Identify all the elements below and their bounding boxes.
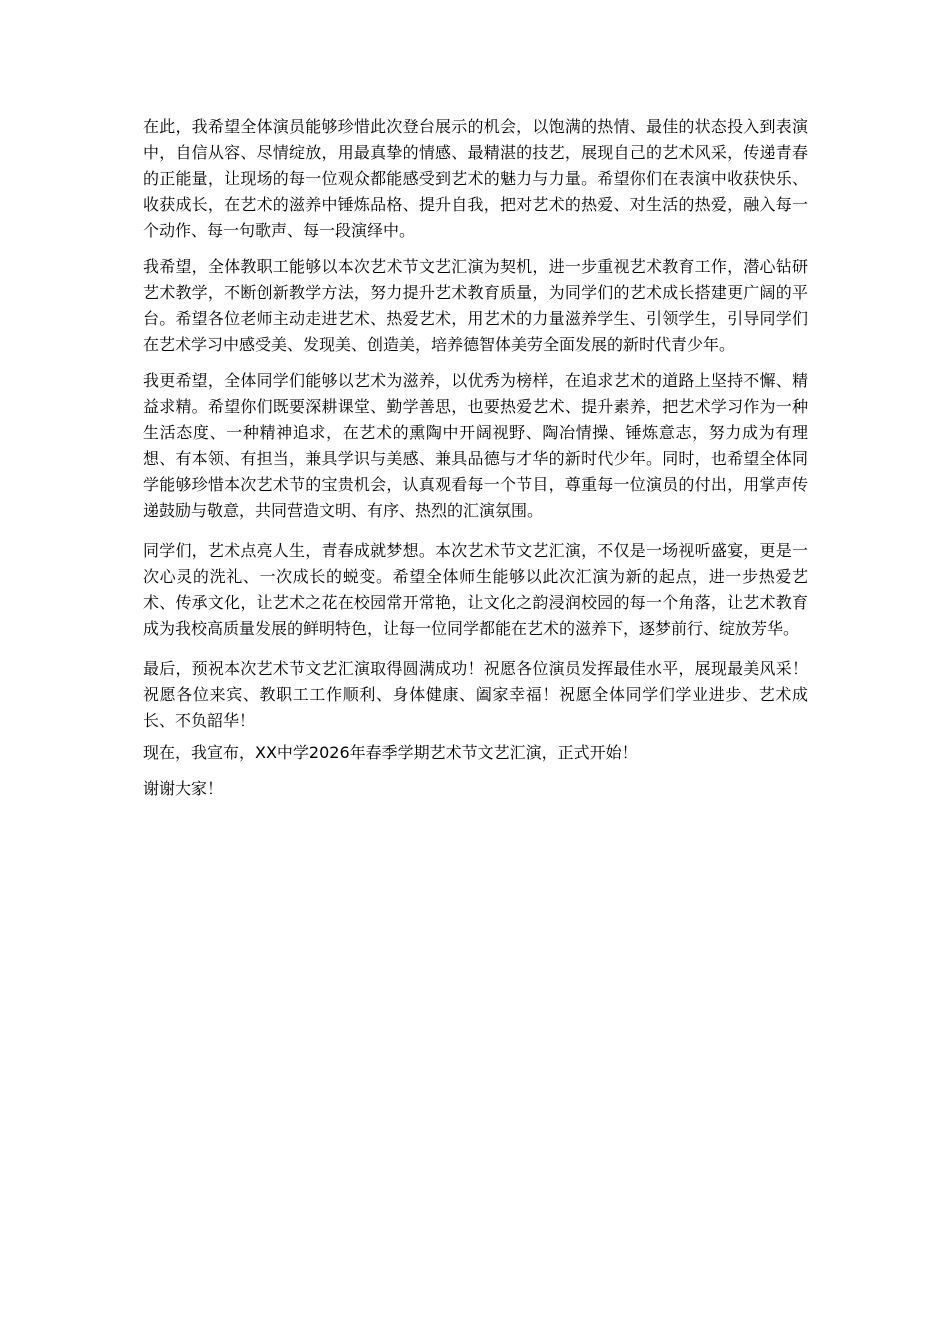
- paragraph-wishes: 最后，预祝本次艺术节文艺汇演取得圆满成功！祝愿各位演员发挥最佳水平，展现最美风采！祝愿各位来宾、教职工工作顺利、身体健康、阖家幸福！祝愿全体同学们学业进步、艺术成长、不负韶华！: [143, 659, 808, 730]
- document-body: [143, 114, 808, 812]
- paragraph-actors: 在此，我希望全体演员能够珍惜此次登台展示的机会，以饱满的热情、最佳的状态投入到表演中，自信从容、尽情绽放，用最真挚的情感、最精湛的技艺，展现自己的艺术风采，传递青春的正能量，让现场的每一位观众都能感受到艺术的魅力与力量。希望你们在表演中收获快乐、收获成长，在艺术的滋养中锤炼品格、提升自我，把对艺术的热爱、对生活的热爱，融入每一个动作、每一句歌声、每一段演绎中。: [143, 117, 808, 240]
- paragraph-teachers: 我希望，全体教职工能够以本次艺术节文艺汇演为契机，进一步重视艺术教育工作，潜心钻研艺术教学，不断创新教学方法，努力提升艺术教育质量，为同学们的艺术成长搭建更广阔的平台。希望各位老师主动走进艺术、热爱艺术，用艺术的力量滋养学生、引领学生，引导同学们在艺术学习中感受美、发现美、创造美，培养德智体美劳全面发展的新时代青少年。: [143, 257, 808, 354]
- paragraph-students: 我更希望，全体同学们能够以艺术为滋养，以优秀为榜样，在追求艺术的道路上坚持不懈、精益求精。希望你们既要深耕课堂、勤学善思，也要热爱艺术、提升素养，把艺术学习作为一种生活态度、一种精神追求，在艺术的熏陶中开阔视野、陶冶情操、锤炼意志，努力成为有理想、有本领、有担当，兼具学识与美感、兼具品德与才华的新时代少年。同时，也希望全体同学能够珍惜本次艺术节的宝贵机会，认真观看每一个节目，尊重每一位演员的付出，用掌声传递鼓励与敬意，共同营造文明、有序、热烈的汇演氛围。: [143, 371, 808, 520]
- paragraph-thanks: 谢谢大家！: [143, 779, 224, 798]
- paragraph-announcement: 现在，我宣布，XX中学2026年春季学期艺术节文艺汇演，正式开始！: [143, 743, 638, 762]
- paragraph-summary: 同学们，艺术点亮人生，青春成就梦想。本次艺术节文艺汇演，不仅是一场视听盛宴，更是一次心灵的洗礼、一次成长的蜕变。希望全体师生能够以此次汇演为新的起点，进一步热爱艺术、传承文化，让艺术之花在校园常开常艳，让文化之韵浸润校园的每一个角落，让艺术教育成为我校高质量发展的鲜明特色，让每一位同学都能在艺术的滋养下，逐梦前行、绽放芳华。: [143, 541, 808, 638]
